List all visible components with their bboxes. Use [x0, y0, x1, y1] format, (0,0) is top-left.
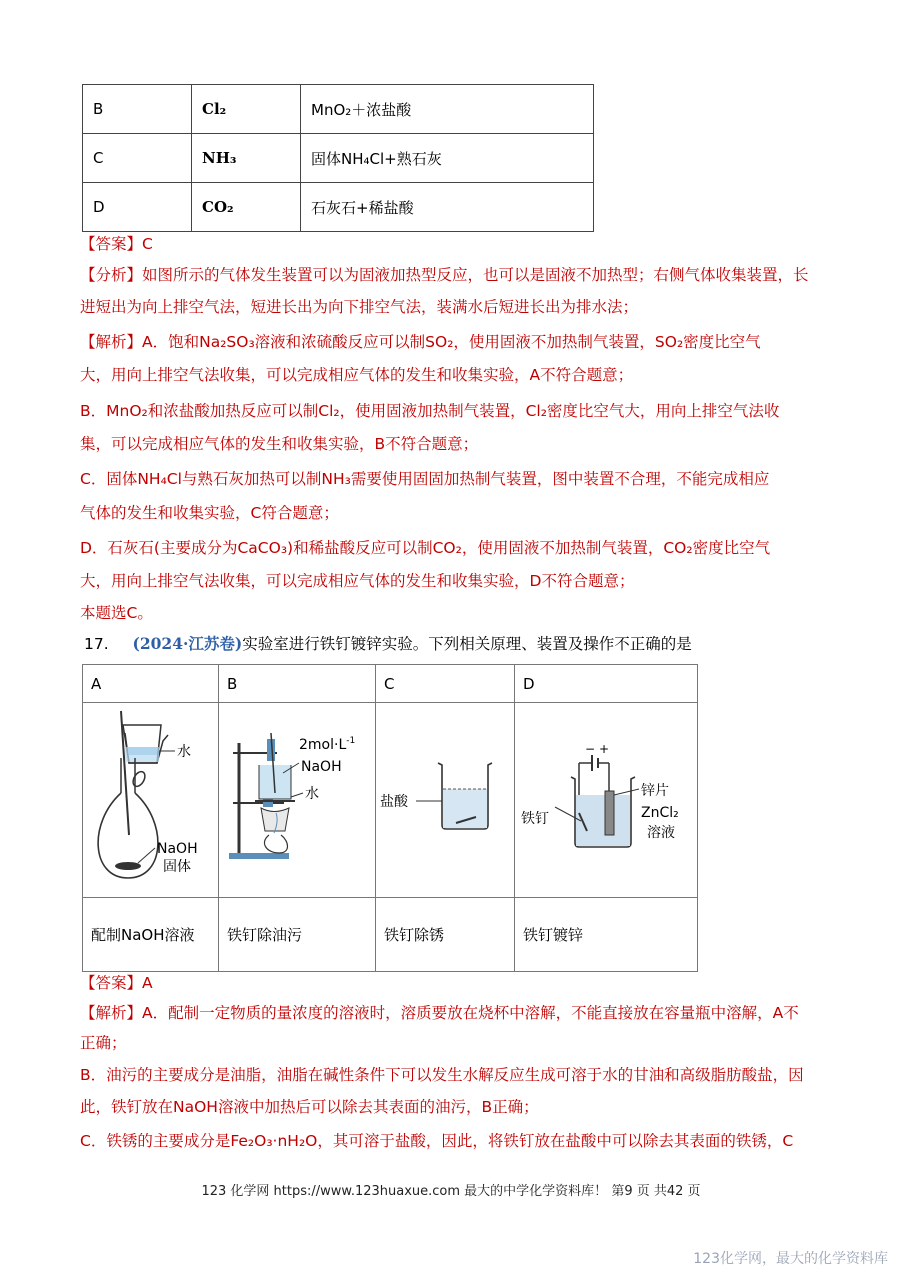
- table-row: [83, 85, 594, 134]
- caption-d: 铁钉镀锌: [515, 898, 698, 972]
- figure-c-cell: [376, 703, 515, 898]
- zinc-plate-label: 锌片: [641, 783, 669, 799]
- question-source: (2024·江苏卷): [132, 634, 243, 653]
- q16-expl-a-line1: 【解析】A．饱和Na₂SO₃溶液和浓硫酸反应可以制SO₂，使用固液不加热制气装置，SO₂密度比空气: [80, 333, 761, 351]
- minus-sign: −: [585, 742, 596, 756]
- figure-b-cell: [219, 703, 376, 898]
- heating-stand-figure: [219, 703, 375, 893]
- water-label: 水: [305, 786, 319, 802]
- option-cell: D: [83, 183, 192, 232]
- caption-a: 配制NaOH溶液: [83, 898, 219, 972]
- page-footer: 123 化学网 https://www.123huaxue.com 最大的中学化学资料库！ 第9 页 共42 页: [201, 1184, 701, 1199]
- figure-a-cell: [83, 703, 219, 898]
- gas-cell: Cl₂: [192, 85, 301, 134]
- header-c: C: [376, 665, 515, 703]
- naoh-label: NaOH: [157, 841, 198, 857]
- q17-expl-c-line1: C．铁锈的主要成分是Fe₂O₃·nH₂O，其可溶于盐酸，因此，将铁钉放在盐酸中可以除去其表面的铁锈，C: [80, 1132, 794, 1150]
- q16-expl-d-line2: 大，用向上排空气法收集，可以完成相应气体的发生和收集实验，D不符合题意；: [80, 572, 635, 590]
- header-a: A: [83, 665, 219, 703]
- plus-sign: +: [599, 742, 610, 756]
- q16-expl-c-line1: C．固体NH₄Cl与熟石灰加热可以制NH₃需要使用固固加热制气装置，图中装置不合理，不能完成相应: [80, 470, 770, 488]
- q16-expl-c-line2: 气体的发生和收集实验，C符合题意；: [80, 504, 339, 522]
- option-cell: B: [83, 85, 192, 134]
- watermark: 123化学网，最大的化学资料库: [693, 1251, 888, 1267]
- q16-expl-b-line2: 集，可以完成相应气体的发生和收集实验，B不符合题意；: [80, 435, 479, 453]
- question-number: 17.: [84, 635, 109, 653]
- electroplating-figure: [515, 703, 697, 893]
- acid-beaker-figure: [376, 703, 514, 893]
- q16-analysis-line1: 【分析】如图所示的气体发生装置可以为固液加热型反应，也可以是固液不加热型；右侧气体收集装置，长: [80, 266, 809, 284]
- volumetric-flask-figure: [83, 703, 218, 893]
- solution-label: 溶液: [647, 825, 675, 841]
- reagent-cell: 固体NH₄Cl+熟石灰: [301, 134, 594, 183]
- caption-c: 铁钉除锈: [376, 898, 515, 972]
- header-d: D: [515, 665, 698, 703]
- table-row: [83, 183, 594, 232]
- q17-options-table: [82, 664, 698, 972]
- q16-conclusion: 本题选C。: [80, 604, 153, 622]
- nail-label: 铁钉: [521, 811, 549, 827]
- q16-answer: 【答案】C: [80, 235, 153, 253]
- q17-expl-b-line1: B．油污的主要成分是油脂，油脂在碱性条件下可以发生水解反应生成可溶于水的甘油和高级脂肪酸盐，因: [80, 1066, 804, 1084]
- gas-cell: NH₃: [192, 134, 301, 183]
- q17-expl-b-line2: 此，铁钉放在NaOH溶液中加热后可以除去其表面的油污，B正确；: [80, 1098, 539, 1116]
- acid-label: 盐酸: [380, 794, 408, 810]
- q16-expl-a-line2: 大，用向上排空气法收集，可以完成相应气体的发生和收集实验，A不符合题意；: [80, 366, 634, 384]
- header-b: B: [219, 665, 376, 703]
- q17-expl-a-line1: 【解析】A．配制一定物质的量浓度的溶液时，溶质要放在烧杯中溶解，不能直接放在容量瓶中溶解，A不: [80, 1004, 799, 1022]
- q16-expl-d-line1: D．石灰石(主要成分为CaCO₃)和稀盐酸反应可以制CO₂，使用固液不加热制气装置，CO₂密度比空气: [80, 539, 771, 557]
- q16-analysis-line2: 进短出为向上排空气法，短进长出为向下排空气法，装满水后短进长出为排水法；: [80, 298, 639, 316]
- water-label: 水: [177, 744, 191, 760]
- option-cell: C: [83, 134, 192, 183]
- caption-b: 铁钉除油污: [219, 898, 376, 972]
- q17-answer: 【答案】A: [80, 974, 153, 992]
- q16-expl-b-line1: B．MnO₂和浓盐酸加热反应可以制Cl₂，使用固液加热制气装置，Cl₂密度比空气大，用向上排空气法收: [80, 402, 780, 420]
- question-text: 实验室进行铁钉镀锌实验。下列相关原理、装置及操作不正确的是: [242, 635, 692, 653]
- reagent-cell: 石灰石+稀盐酸: [301, 183, 594, 232]
- q16-options-table: [82, 84, 594, 232]
- figure-d-cell: [515, 703, 698, 898]
- zncl2-label: ZnCl₂: [641, 805, 679, 821]
- concentration-label: $2mol\cdot L^{-1}$: [299, 736, 356, 753]
- gas-cell: CO₂: [192, 183, 301, 232]
- naoh-solution-label: NaOH: [301, 759, 342, 775]
- figure-row: [83, 703, 698, 898]
- q17-expl-a-line2: 正确；: [80, 1034, 127, 1052]
- q17-stem: [84, 631, 692, 657]
- header-row: [83, 665, 698, 703]
- reagent-cell: MnO₂＋浓盐酸: [301, 85, 594, 134]
- caption-row: [83, 898, 698, 972]
- table-row: [83, 134, 594, 183]
- solid-label: 固体: [163, 859, 191, 875]
